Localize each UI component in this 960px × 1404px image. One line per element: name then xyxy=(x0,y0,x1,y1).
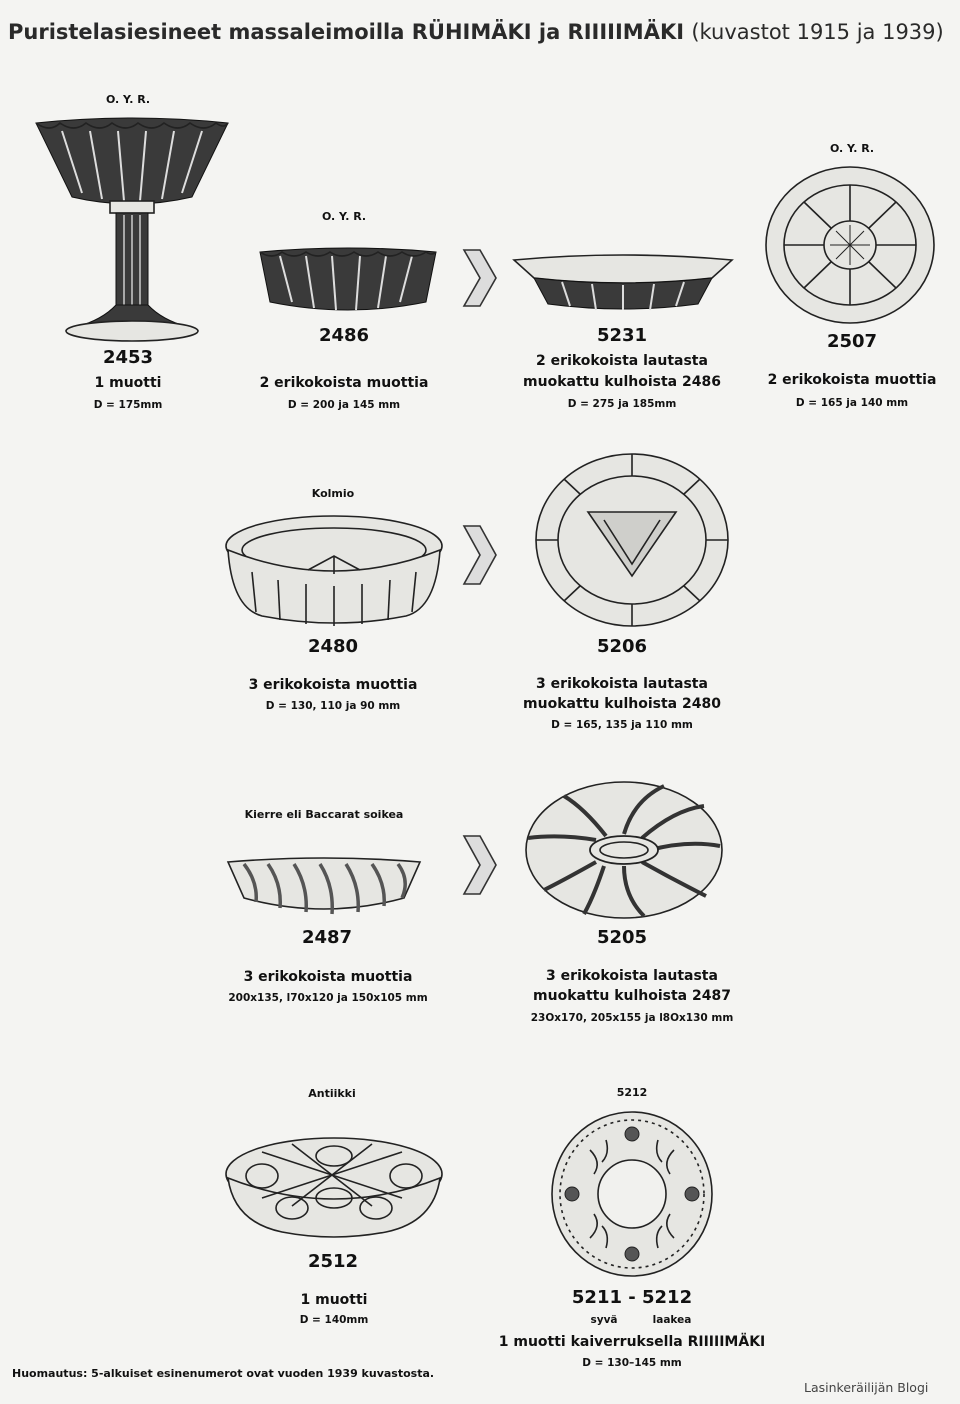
sub1-5212: syvä xyxy=(590,1314,618,1326)
number-2486: 2486 xyxy=(318,325,370,346)
footnote: Huomautus: 5-alkuiset esinenumerot ovat vuoden 1939 kuvastosta. xyxy=(12,1367,435,1380)
sub2-5212: laakea xyxy=(652,1314,692,1326)
desc2-5231: muokattu kulhoista 2486 xyxy=(523,374,721,390)
glass-plate-icon xyxy=(534,452,730,628)
desc2-5206: muokattu kulhoista 2480 xyxy=(523,696,721,712)
desc-2512: 1 muotti xyxy=(300,1292,368,1308)
desc-2487: 3 erikokoista muottia xyxy=(243,969,413,985)
mark-2453: O. Y. R. xyxy=(105,93,151,106)
glass-plate-icon xyxy=(512,252,734,314)
caption-2512: Antiikki xyxy=(308,1087,356,1100)
mark-2507: O. Y. R. xyxy=(829,142,875,155)
desc1-5206: 3 erikokoista lautasta xyxy=(536,676,708,692)
pedestal-bowl-icon xyxy=(32,115,232,350)
number-5206: 5206 xyxy=(596,636,648,657)
dim-2487: 200x135, l70x120 ja 150x105 mm xyxy=(228,992,428,1004)
page-title xyxy=(8,20,944,44)
caption-2487: Kierre eli Baccarat soikea xyxy=(244,808,404,821)
title-bold: Puristelasiesineet massaleimoilla RÜHIMÄKI ja RIIIIIMÄKI xyxy=(8,20,685,44)
caption-2480: Kolmio xyxy=(311,487,355,500)
dim-2453: D = 175mm xyxy=(93,399,163,411)
chevron-right-icon xyxy=(462,248,498,308)
number-5205: 5205 xyxy=(596,927,648,948)
desc2-5205: muokattu kulhoista 2487 xyxy=(533,988,731,1004)
dim-5206: D = 165, 135 ja 110 mm xyxy=(551,719,693,731)
number-5212: 5211 - 5212 xyxy=(571,1287,693,1308)
dim-5231: D = 275 ja 185mm xyxy=(567,398,677,410)
desc-2507: 2 erikokoista muottia xyxy=(767,372,937,388)
glass-bowl-icon xyxy=(222,512,446,627)
mark-2486: O. Y. R. xyxy=(321,210,367,223)
dim-5205: 23Ox170, 205x155 ja l8Ox130 mm xyxy=(530,1012,734,1024)
blog-credit: Lasinkeräilijän Blogi xyxy=(804,1380,929,1395)
dim-2486: D = 200 ja 145 mm xyxy=(287,399,401,411)
glass-bowl-icon xyxy=(258,246,438,318)
desc-5212: 1 muotti kaiverruksella RIIIIIMÄKI xyxy=(498,1334,766,1350)
desc1-5231: 2 erikokoista lautasta xyxy=(536,353,708,369)
desc1-5205: 3 erikokoista lautasta xyxy=(546,968,718,984)
number-5231: 5231 xyxy=(596,325,648,346)
dim-2507: D = 165 ja 140 mm xyxy=(795,397,909,409)
caption-5212: 5212 xyxy=(616,1086,648,1099)
chevron-right-icon xyxy=(462,834,498,896)
desc-2486: 2 erikokoista muottia xyxy=(259,375,429,391)
dim-5212: D = 130–145 mm xyxy=(582,1357,682,1369)
glass-plate-icon xyxy=(524,780,724,920)
desc-2453: 1 muotti xyxy=(94,375,162,391)
number-2512: 2512 xyxy=(307,1251,359,1272)
glass-plate-icon xyxy=(550,1110,714,1278)
dim-2480: D = 130, 110 ja 90 mm xyxy=(265,700,401,712)
title-normal: (kuvastot 1915 ja 1939) xyxy=(691,20,944,44)
glass-bowl-icon xyxy=(222,1134,446,1242)
glass-bowl-icon xyxy=(226,858,422,916)
number-2453: 2453 xyxy=(102,347,154,368)
desc-2480: 3 erikokoista muottia xyxy=(248,677,418,693)
number-2507: 2507 xyxy=(826,331,878,352)
glass-plate-icon xyxy=(764,165,936,325)
chevron-right-icon xyxy=(462,524,498,586)
number-2480: 2480 xyxy=(307,636,359,657)
dim-2512: D = 140mm xyxy=(299,1314,369,1326)
number-2487: 2487 xyxy=(301,927,353,948)
